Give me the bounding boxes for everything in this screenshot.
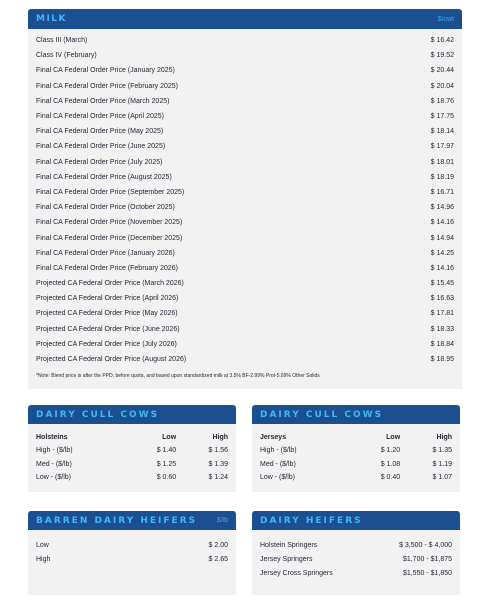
column-header-low: Low <box>386 433 401 441</box>
milk-price-value: $ 20.44 <box>430 67 454 75</box>
milk-price-value: $ 18.84 <box>430 340 454 348</box>
milk-price-value: $ 18.01 <box>430 158 454 166</box>
item-price: $ 2.65 <box>208 555 228 563</box>
low-price: $ 1.40 <box>156 447 177 455</box>
milk-price-value: $ 17.75 <box>430 113 454 121</box>
milk-price-value: $ 15.45 <box>430 280 454 288</box>
cull-jerseys-title: DAIRY CULL COWS <box>260 409 384 420</box>
milk-price-label: Final CA Federal Order Price (March 2025) <box>36 97 170 105</box>
column-header-breed: Holsteins <box>36 433 68 441</box>
high-price: $ 1.35 <box>432 447 452 455</box>
table-row <box>260 458 452 472</box>
milk-price-value: $ 14.94 <box>430 234 454 242</box>
grade-label: High - ($/lb) <box>260 447 297 455</box>
milk-price-row <box>36 94 454 109</box>
milk-price-label: Class IV (February) <box>36 52 97 60</box>
list-item <box>260 538 452 552</box>
milk-price-label: Final CA Federal Order Price (June 2025) <box>36 143 166 151</box>
dairy-heifers-panel <box>252 511 460 595</box>
column-header-low: Low <box>162 433 177 441</box>
milk-panel-title: MILK <box>36 14 68 24</box>
barren-dairy-heifers-panel <box>28 511 236 595</box>
milk-price-label: Final CA Federal Order Price (May 2025) <box>36 128 164 136</box>
grade-label: Med - ($/lb) <box>36 460 72 468</box>
milk-price-label: Final CA Federal Order Price (November 2025) <box>36 219 183 227</box>
milk-price-row <box>36 322 454 337</box>
milk-price-value: $ 18.76 <box>430 97 454 105</box>
milk-price-row <box>36 352 454 367</box>
milk-price-row <box>36 215 454 230</box>
barren-heifers-body <box>28 530 236 595</box>
milk-price-row <box>36 230 454 245</box>
milk-price-row <box>36 276 454 291</box>
table-row <box>36 471 228 485</box>
high-price: $ 1.07 <box>432 474 452 482</box>
milk-price-row <box>36 291 454 306</box>
grade-label: Med - ($/lb) <box>260 460 296 468</box>
milk-price-value: $ 14.16 <box>430 264 454 272</box>
item-price: $ 2.00 <box>208 541 228 549</box>
milk-price-label: Final CA Federal Order Price (October 2025) <box>36 204 175 212</box>
cull-holsteins-table <box>36 430 228 485</box>
milk-panel-header <box>28 9 462 29</box>
milk-price-value: $ 18.95 <box>430 356 454 364</box>
cull-jerseys-table <box>260 430 452 485</box>
milk-price-row <box>36 246 454 261</box>
milk-price-row <box>36 170 454 185</box>
milk-price-row <box>36 79 454 94</box>
barren-heifers-header <box>28 511 236 530</box>
milk-price-label: Final CA Federal Order Price (July 2025) <box>36 158 163 166</box>
milk-price-label: Final CA Federal Order Price (February 2025) <box>36 82 178 90</box>
dairy-heifers-list <box>260 538 452 580</box>
milk-price-value: $ 14.16 <box>430 219 454 227</box>
item-label: Holstein Springers <box>260 541 318 549</box>
milk-price-value: $ 16.42 <box>430 37 454 45</box>
cull-holsteins-body <box>28 424 236 492</box>
milk-price-value: $ 18.33 <box>430 325 454 333</box>
milk-price-label: Projected CA Federal Order Price (June 2026) <box>36 325 180 333</box>
milk-price-value: $ 18.19 <box>430 173 454 181</box>
grade-label: High - ($/lb) <box>36 447 73 455</box>
milk-price-value: $ 14.96 <box>430 204 454 212</box>
milk-price-row <box>36 155 454 170</box>
table-header-row <box>36 430 228 444</box>
milk-price-label: Projected CA Federal Order Price (April 2026) <box>36 295 179 303</box>
milk-price-value: $ 17.97 <box>430 143 454 151</box>
milk-price-row <box>36 337 454 352</box>
dairy-heifers-title: DAIRY HEIFERS <box>260 515 363 526</box>
high-price: $ 1.19 <box>432 460 452 468</box>
item-label: High <box>36 555 51 563</box>
table-row <box>260 471 452 485</box>
barren-heifers-unit: $/lb <box>216 517 228 524</box>
milk-price-row <box>36 200 454 215</box>
grade-label: Low - ($/lb) <box>36 474 72 482</box>
cull-jerseys-header <box>252 405 460 424</box>
milk-price-row <box>36 185 454 200</box>
column-header-high: High <box>212 433 228 441</box>
milk-price-value: $ 14.25 <box>430 249 454 257</box>
low-price: $ 0.60 <box>156 474 177 482</box>
milk-price-row <box>36 48 454 63</box>
high-price: $ 1.24 <box>208 474 228 482</box>
column-header-high: High <box>436 433 452 441</box>
milk-price-value: $ 16.71 <box>430 188 454 196</box>
item-label: Jersey Springers <box>260 555 313 563</box>
high-price: $ 1.39 <box>208 460 228 468</box>
dairy-heifers-header <box>252 511 460 530</box>
milk-price-row <box>36 109 454 124</box>
milk-price-list <box>36 33 454 367</box>
milk-price-value: $ 20.04 <box>430 82 454 90</box>
milk-footnote: *Note: Blend price is after the PPD, before quota, and based upon standardized milk at 3.5% BF-2.99% Prot-5.69% Other Solids <box>36 373 320 380</box>
table-row <box>260 444 452 458</box>
item-label: Jersey Cross Springers <box>260 569 333 577</box>
dairy-heifers-body <box>252 530 460 595</box>
milk-price-row <box>36 63 454 78</box>
item-label: Low <box>36 541 49 549</box>
milk-price-row <box>36 33 454 48</box>
milk-price-value: $ 16.63 <box>430 295 454 303</box>
list-item <box>36 552 228 566</box>
milk-price-label: Final CA Federal Order Price (December 2025) <box>36 234 183 242</box>
list-item <box>36 538 228 552</box>
milk-price-row <box>36 306 454 321</box>
table-row <box>36 458 228 472</box>
milk-price-value: $ 19.52 <box>430 52 454 60</box>
item-price: $1,550 - $1,850 <box>402 569 452 577</box>
milk-price-row <box>36 124 454 139</box>
item-price: $ 3,500 - $ 4,000 <box>399 541 452 549</box>
milk-price-label: Final CA Federal Order Price (January 2025) <box>36 67 175 75</box>
barren-heifers-title: BARREN DAIRY HEIFERS <box>36 515 198 526</box>
grade-label: Low - ($/lb) <box>260 474 296 482</box>
table-header-row <box>260 430 452 444</box>
cull-jerseys-body <box>252 424 460 492</box>
barren-heifers-list <box>36 538 228 566</box>
milk-price-row <box>36 261 454 276</box>
milk-panel-unit: $/cwt <box>437 15 454 23</box>
dairy-cull-cows-jerseys-panel <box>252 405 460 492</box>
low-price: $ 0.40 <box>380 474 401 482</box>
column-header-breed: Jerseys <box>260 433 287 441</box>
low-price: $ 1.25 <box>156 460 177 468</box>
low-price: $ 1.08 <box>380 460 401 468</box>
milk-price-label: Final CA Federal Order Price (February 2026) <box>36 264 178 272</box>
milk-price-label: Projected CA Federal Order Price (July 2026) <box>36 340 177 348</box>
milk-price-value: $ 18.14 <box>430 128 454 136</box>
table-row <box>36 444 228 458</box>
high-price: $ 1.56 <box>208 447 228 455</box>
list-item <box>260 566 452 580</box>
cull-holsteins-header <box>28 405 236 424</box>
low-price: $ 1.20 <box>380 447 401 455</box>
milk-price-label: Final CA Federal Order Price (September 2025) <box>36 188 185 196</box>
milk-panel <box>28 9 462 389</box>
milk-price-label: Projected CA Federal Order Price (August 2026) <box>36 356 187 364</box>
milk-price-label: Final CA Federal Order Price (January 2026) <box>36 249 175 257</box>
milk-price-label: Projected CA Federal Order Price (March 2026) <box>36 280 184 288</box>
milk-price-label: Projected CA Federal Order Price (May 2026) <box>36 310 178 318</box>
milk-panel-body <box>28 29 462 389</box>
milk-price-value: $ 17.81 <box>430 310 454 318</box>
milk-price-label: Class III (March) <box>36 37 88 45</box>
cull-holsteins-title: DAIRY CULL COWS <box>36 409 160 420</box>
milk-price-row <box>36 139 454 154</box>
milk-price-label: Final CA Federal Order Price (April 2025) <box>36 113 164 121</box>
dairy-cull-cows-holsteins-panel <box>28 405 236 492</box>
list-item <box>260 552 452 566</box>
milk-price-label: Final CA Federal Order Price (August 2025) <box>36 173 172 181</box>
item-price: $1,700 - $1,875 <box>402 555 452 563</box>
